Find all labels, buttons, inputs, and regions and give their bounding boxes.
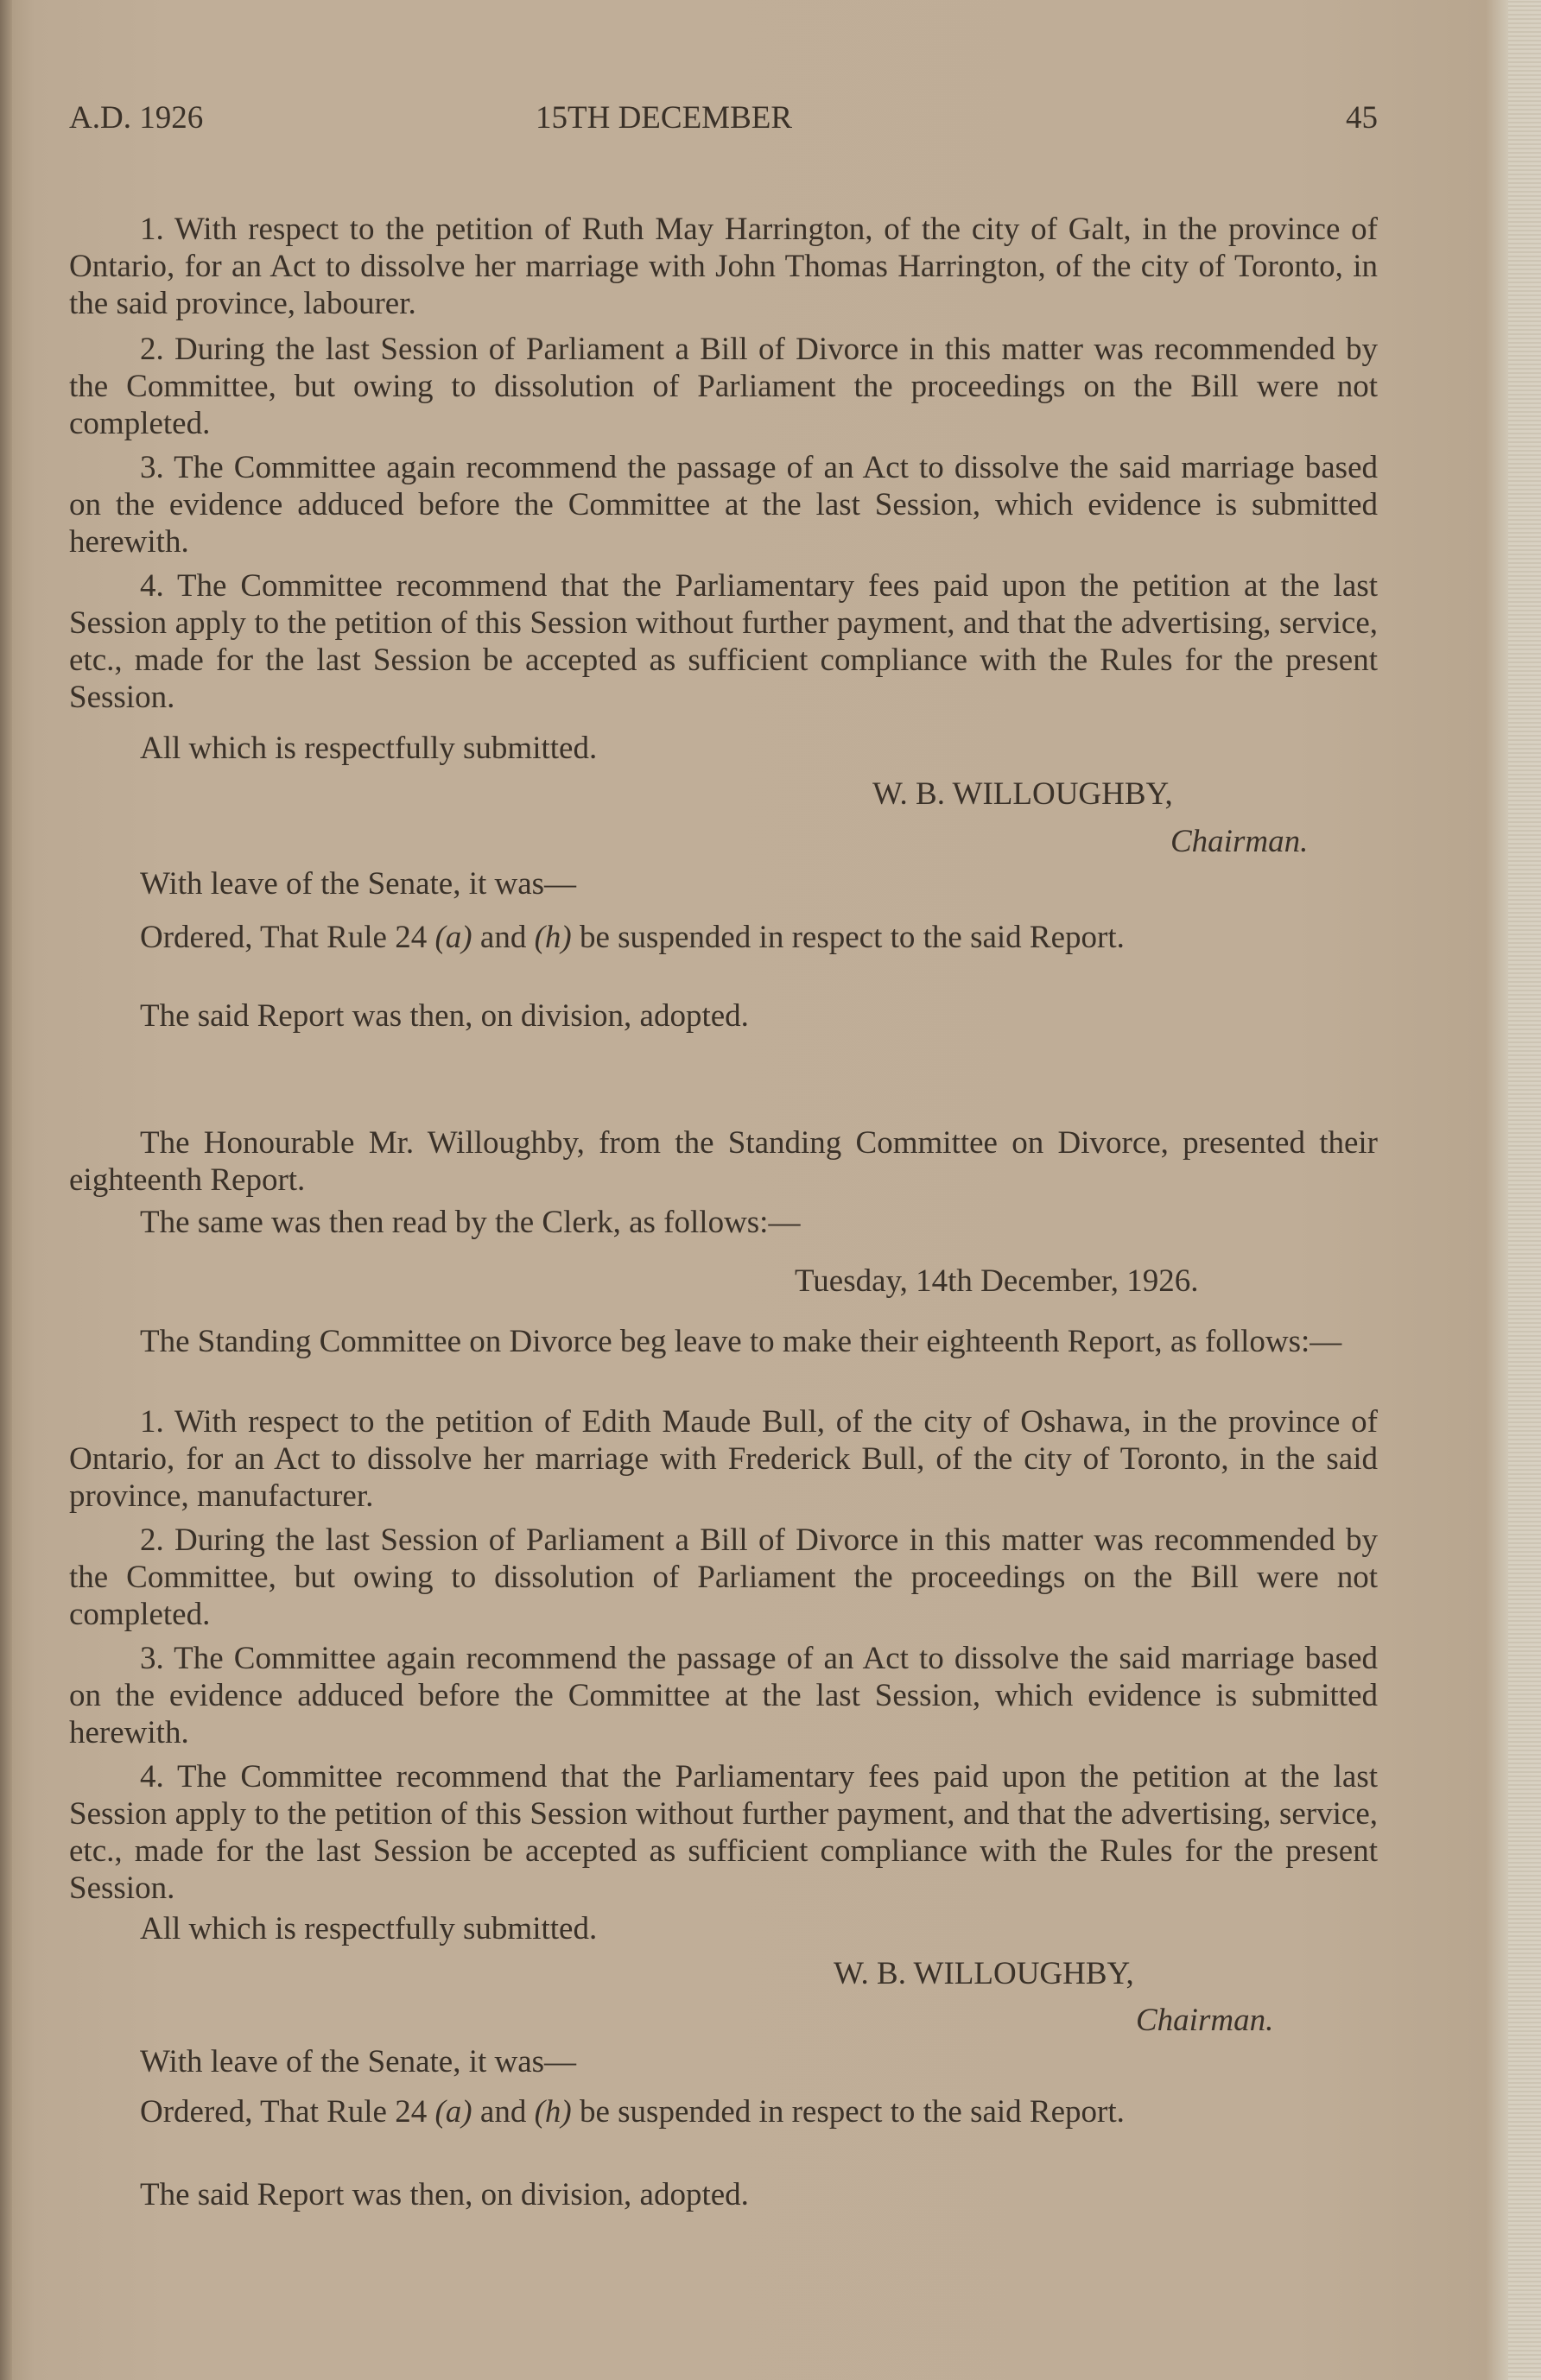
report2-paragraph-4: 4. The Committee recommend that the Parliamentary fees paid upon the petition at the last Session apply to the petition of this Session without further payment, and that the advertising, service, etc., made for the last Session be accepted as sufficient compliance with the Rules for the present Session. [69,1759,1378,1906]
report1-paragraph-4: 4. The Committee recommend that the Parliamentary fees paid upon the petition at the last Session apply to the petition of this Session without further payment, and that the advertising, service, etc., made for the last Session be accepted as sufficient compliance with the Rules for the present Session. [69,568,1378,715]
order-rule-h: (h) [534,920,572,955]
report1-submitted: All which is respectfully submitted. [140,731,598,766]
running-head [69,97,1378,140]
order-text: Ordered, That Rule 24 [140,920,435,955]
order-text: Ordered, That Rule 24 [140,2094,435,2130]
report2-paragraph-1: 1. With respect to the petition of Edith Maude Bull, of the city of Oshawa, in the province of Ontario, for an Act to dissolve her marriage with Frederick Bull, of the city of Toronto, in the said province, manufacturer. [69,1404,1378,1514]
report2-intro: The Honourable Mr. Willoughby, from the Standing Committee on Divorce, presented their eighteenth Report. [69,1125,1378,1198]
order-text: and [472,2094,535,2130]
report1-paragraph-3: 3. The Committee again recommend the passage of an Act to dissolve the said marriage based on the evidence adduced before the Committee at the last Session, which evidence is submitted herewith. [69,450,1378,560]
report2-date: Tuesday, 14th December, 1926. [795,1263,1199,1299]
order-text: be suspended in respect to the said Report. [571,2094,1125,2130]
report1-order [69,919,1378,956]
report2-adopted: The said Report was then, on division, adopted. [140,2177,749,2212]
order-text: and [472,920,535,955]
report2-leave: With leave of the Senate, it was— [140,2044,577,2079]
report2-paragraph-3: 3. The Committee again recommend the passage of an Act to dissolve the said marriage based on the evidence adduced before the Committee at the last Session, which evidence is submitted herewith. [69,1641,1378,1750]
report1-adopted: The said Report was then, on division, adopted. [140,998,749,1034]
report1-chairman-title: Chairman. [1170,824,1309,859]
report1-paragraph-2: 2. During the last Session of Parliament a Bill of Divorce in this matter was recommended by the Committee, but owing to dissolution of Parliament the proceedings on the Bill were not completed. [69,332,1378,441]
report2-read: The same was then read by the Clerk, as follows:— [140,1205,801,1240]
report2-paragraph-2: 2. During the last Session of Parliament a Bill of Divorce in this matter was recommended by the Committee, but owing to dissolution of Parliament the proceedings on the Bill were not completed. [69,1522,1378,1632]
report2-order [69,2093,1378,2130]
order-rule-a: (a) [434,920,472,955]
report1-signatory: W. B. WILLOUGHBY, [872,776,1173,812]
report1-leave: With leave of the Senate, it was— [140,866,577,902]
page-number: 45 [1346,100,1378,136]
report2-submitted: All which is respectfully submitted. [140,1911,598,1946]
report2-signatory: W. B. WILLOUGHBY, [834,1956,1134,1991]
order-rule-h: (h) [534,2094,572,2130]
order-text: be suspended in respect to the said Report. [571,920,1125,955]
header-year: A.D. 1926 [69,100,204,136]
header-date: 15TH DECEMBER [536,100,793,136]
order-rule-a: (a) [434,2094,472,2130]
report1-paragraph-1: 1. With respect to the petition of Ruth May Harrington, of the city of Galt, in the province of Ontario, for an Act to dissolve her marriage with John Thomas Harrington, of the city of Toronto, in the said province, labourer. [69,212,1378,321]
report2-beg: The Standing Committee on Divorce beg leave to make their eighteenth Report, as follows:— [140,1324,1342,1359]
report2-chairman-title: Chairman. [1136,2003,1274,2038]
